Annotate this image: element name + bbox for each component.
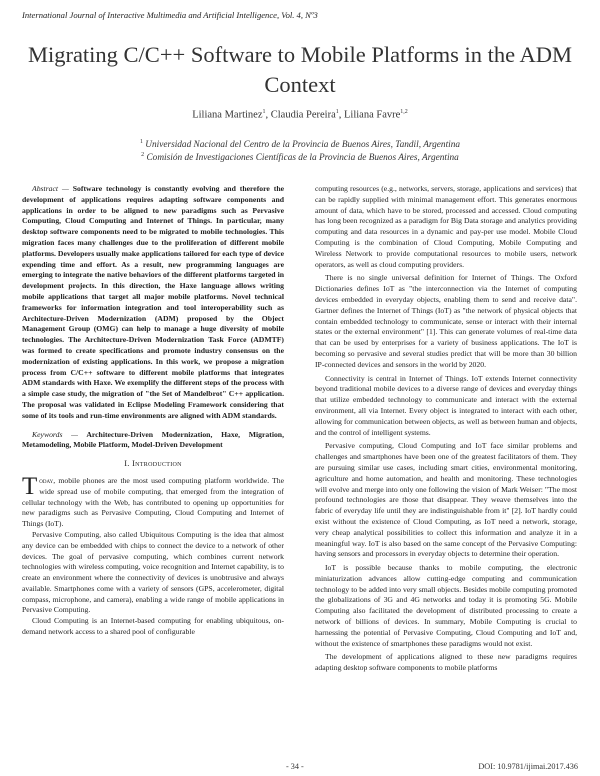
affiliation-mark: 1 <box>139 139 143 145</box>
body-paragraph: Pervasive computing, Cloud Computing and IoT face similar problems and challenges and smartphones have been one of the greatest facilitators of them. They are pursuing similar use cases, including smart cities, environmental monitoring, agriculture and home automation, and health and monitoring. These technologies will evolve and merge into only one following the vision of Mark Weiser: "The most profound technologies are those that disappear. They weave themselves into the fabric of everyday life until they are indistinguishable from it" [2]. IoT hardly could exist without the existence of Cloud Computing, as IoT need a network, storage, very cheap analytical possibilities to collect this information and analyze it in a meaningful way. IoT is also based on the same concept of the Pervasive Computing: having sensors and processors in everyday objects to determine their operation. <box>315 441 577 559</box>
author-name: Claudia Pereira <box>270 109 336 121</box>
affiliation-line <box>20 152 580 163</box>
abstract-text: Software technology is constantly evolving and therefore the development of applications requires adapting software components and applications in order to be aligned to new paradigms such as Pervasive Computing, Cloud Computing and Internet of Things. In particular, many desktop software components need to be migrated to mobile technologies. This migration faces many challenges due to the proliferation of different mobile platforms. Developers usually make applications tailored for each type of device expending time and effort. As a result, new programming languages are emerging to integrate the native behaviors of the different platforms targeted in development projects. In this direction, the Haxe language allows writing mobile applications that target all major mobile platforms. Novel technical frameworks for information integration and tool interoperability such as Architecture-Driven Modernization (ADM) proposed by the Object Management Group (OMG) can help to manage a huge diversity of mobile technologies. The Architecture-Driven Modernization Task Force (ADMTF) was formed to create specifications and promote industry consensus on the modernization of existing applications. In this work, we propose a migration process from C/C++ software to different mobile platforms that integrates ADM standards with Haxe. We exemplify the different steps of the process with a simple case study, the migration of "the Set of Mandelbrot" C++ application. The proposal was validated in Eclipse Modeling Framework considering that some of its tools and run-time environments are aligned with ADM standards. <box>22 184 285 420</box>
keywords-label: Keywords — <box>32 429 79 439</box>
paper-title: Migrating C/C++ Software to Mobile Platforms in the ADM Context <box>27 42 573 97</box>
author-affiliation-mark: 1 <box>262 109 266 115</box>
page-number: - 34 - <box>286 762 304 771</box>
author-affiliation-mark: 1 <box>335 109 339 115</box>
author-affiliation-mark: 1,2 <box>400 109 408 115</box>
intro-text: mobile phones are the most used computing platform worldwide. The wide spread use of mobile computing, that emerged from the integration of cellular technology with the Web, has contributed to opening up opportunities for new paradigms such as Pervasive Computing, Cloud Computing and Internet of Things (IoT). <box>22 475 284 529</box>
keywords-text: Architecture-Driven Modernization, Haxe, Migration, Metamodeling, Mobile Platform, Model-Driven Development <box>22 429 285 450</box>
abstract-label: Abstract — <box>32 184 69 193</box>
affiliation-mark: 2 <box>141 152 145 158</box>
body-paragraph: Pervasive Computing, also called Ubiquitous Computing is the idea that almost any device can be embedded with chips to connect the device to a network of other devices. The goal of pervasive computing, which combines current network technologies with wireless computing, voice recognition and Internet capability, is to create an environment where the connectivity of devices is unobtrusive and always available. Smartphones come with a variety of sensors (GPS, accelerometer, digital compass, microphone, and camera), enabling a wide range of mobile applications in Pervasive Computing. <box>22 529 284 615</box>
journal-header: International Journal of Interactive Multimedia and Artificial Intelligence, Vol. 4, Nº3 <box>22 10 318 20</box>
right-column <box>315 184 577 674</box>
author-list: Liliana Martinez$^1$, Claudia Pereira$^1$, Liliana Favre$^{1,2}$ <box>192 109 408 121</box>
intro-paragraph <box>22 472 284 530</box>
affiliation-text: Universidad Nacional del Centro de la Provincia de Buenos Aires, Tandil, Argentina <box>145 140 461 151</box>
left-column <box>22 184 284 638</box>
section-name: Introduction <box>132 459 182 469</box>
intro-smallcaps: oday, <box>39 475 56 485</box>
body-paragraph: Cloud Computing is an Internet-based computing for enabling ubiquitous, on-demand network access to a shared pool of configurable <box>22 616 284 637</box>
affiliation-text: Comisión de Investigaciones Científicas de la Provincia de Buenos Aires, Argentina <box>146 153 459 164</box>
body-paragraph: computing resources (e.g., networks, servers, storage, applications and services) that can be rapidly supplied with minimal management effort. This generates enormous amount of data, which have to be stored, processed and accessed. Cloud computing has long been recognized as a paradigm for Big Data storage and analytics providing computing and data resources in a dynamic and pay-per use model. Mobile Cloud Computing is the combination of Cloud Computing, Mobile Computing and Wireless Network to provide computational resources to mobile users, network operators, as well as cloud computing providers. <box>315 184 577 269</box>
author-name: Liliana Martinez <box>192 109 263 121</box>
section-number: I. <box>124 459 130 469</box>
drop-cap: T <box>22 472 38 500</box>
body-paragraph: IoT is possible because thanks to mobile computing, the electronic miniaturization advances allow cutting-edge computing and communication technology to be added into very small objects. Besides mobile computing promoted the globalizations of 3G and 4G networks and today it is promoting 5G. Mobile Computing also facilitated the development of distributed processing to create a network of billions of devices. In summary, Mobile Computing is crucial to harnessing the potential of Pervasive Computing, Cloud Computing and IoT and, without the existence of smartphones these paradigms would not exist. <box>315 563 577 648</box>
keywords <box>22 430 284 452</box>
doi: DOI: 10.9781/ijimai.2017.436 <box>478 762 578 771</box>
author-name: Liliana Favre <box>344 109 401 121</box>
section-heading <box>22 459 284 470</box>
body-paragraph: There is no single universal definition for Internet of Things. The Oxford Dictionaries defines IoT as "the interconnection via the Internet of computing devices embedded in everyday objects, enabling them to send and receive data". Gartner defines the Internet of Things (IoT) as "the network of physical objects that contain embedded technology to communicate, sense or interact with their internal states or the external environment" [1]. This can generate volumes of real-time data that can be used by enterprises for a variety of business applications. The IoT is becoming so pervasive and several studies predict that will be more than 30 billion IP-connected devices and sensors in the world by 2020. <box>315 273 577 369</box>
body-paragraph: Connectivity is central in Internet of Things. IoT extends Internet connectivity beyond traditional mobile devices to a diverse range of devices and everyday things that utilize embedded technology to communicate and interact with the external environment, all via Internet. Every object is integrated to interact with each other, allowing for communication between objects, as well as between human and objects, and the control of intelligent systems. <box>315 373 577 437</box>
body-paragraph: The development of applications aligned to these new paradigms requires adapting desktop software components to mobile platforms <box>315 652 577 673</box>
abstract <box>22 184 284 422</box>
affiliation-line <box>20 139 580 150</box>
